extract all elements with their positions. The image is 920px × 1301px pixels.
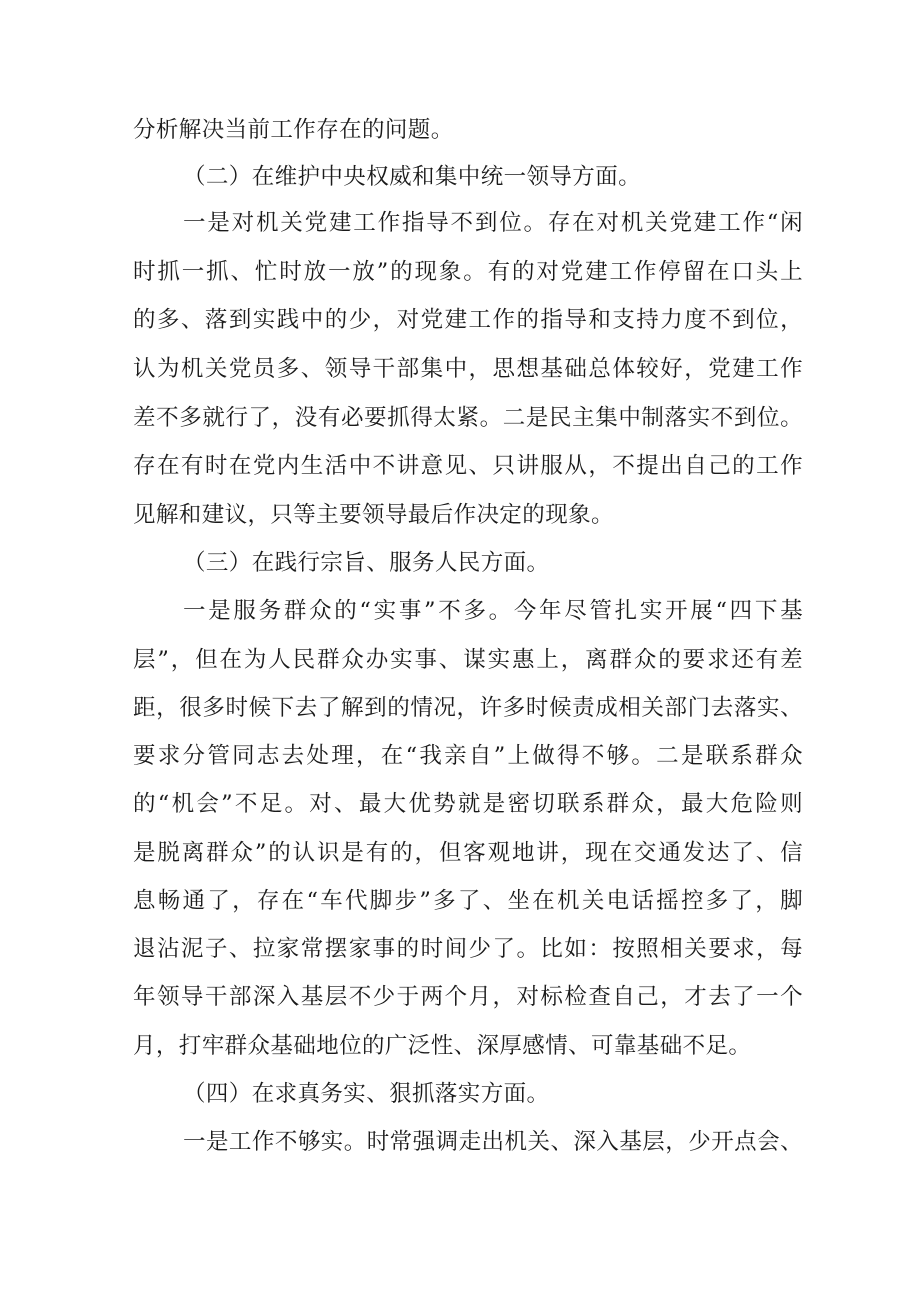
section-heading: （四）在求真务实、狠抓落实方面。 [183,1081,550,1107]
text-line: 时抓一抓、忙时放一放”的现象。有的对党建工作停留在口头上 [133,259,803,285]
text-line: 一是服务群众的“实事”不多。今年尽管扎实开展“四下基 [183,598,803,624]
text-line: 认为机关党员多、领导干部集中，思想基础总体较好，党建工作 [133,356,803,382]
text-line: 的“机会”不足。对、最大优势就是密切联系群众，最大危险则 [133,791,803,817]
text-line: 一是工作不够实。时常强调走出机关、深入基层，少开点会、 [183,1129,803,1155]
text-line: 存在有时在党内生活中不讲意见、只讲服从，不提出自己的工作 [133,453,803,479]
text-line: 距，很多时候下去了解到的情况，许多时候责成相关部门去落实、 [133,695,803,721]
text-line: 的多、落到实践中的少，对党建工作的指导和支持力度不到位， [133,307,803,333]
section-heading: （三）在践行宗旨、服务人民方面。 [183,550,550,576]
text-line: 分析解决当前工作存在的问题。 [133,117,454,143]
text-line: 层”，但在为人民群众办实事、谋实惠上，离群众的要求还有差 [133,647,803,673]
text-line: 月，打牢群众基础地位的广泛性、深厚感情、可靠基础不足。 [133,1033,752,1059]
section-heading: （二）在维护中央权威和集中统一领导方面。 [183,164,642,190]
text-line: 是脱离群众”的认识是有的，但客观地讲，现在交通发达了、信 [133,840,803,866]
text-line: 见解和建议，只等主要领导最后作决定的现象。 [133,502,614,528]
text-line: 退沾泥子、拉家常摆家事的时间少了。比如：按照相关要求，每 [133,936,803,962]
text-line: 息畅通了，存在“车代脚步”多了、坐在机关电话摇控多了，脚 [133,888,803,914]
text-line: 年领导干部深入基层不少于两个月，对标检查自己，才去了一个 [133,984,803,1010]
text-line: 差不多就行了，没有必要抓得太紧。二是民主集中制落实不到位。 [133,405,803,431]
text-line: 一是对机关党建工作指导不到位。存在对机关党建工作“闲 [183,210,803,236]
text-line: 要求分管同志去处理，在“我亲自”上做得不够。二是联系群众 [133,743,803,769]
